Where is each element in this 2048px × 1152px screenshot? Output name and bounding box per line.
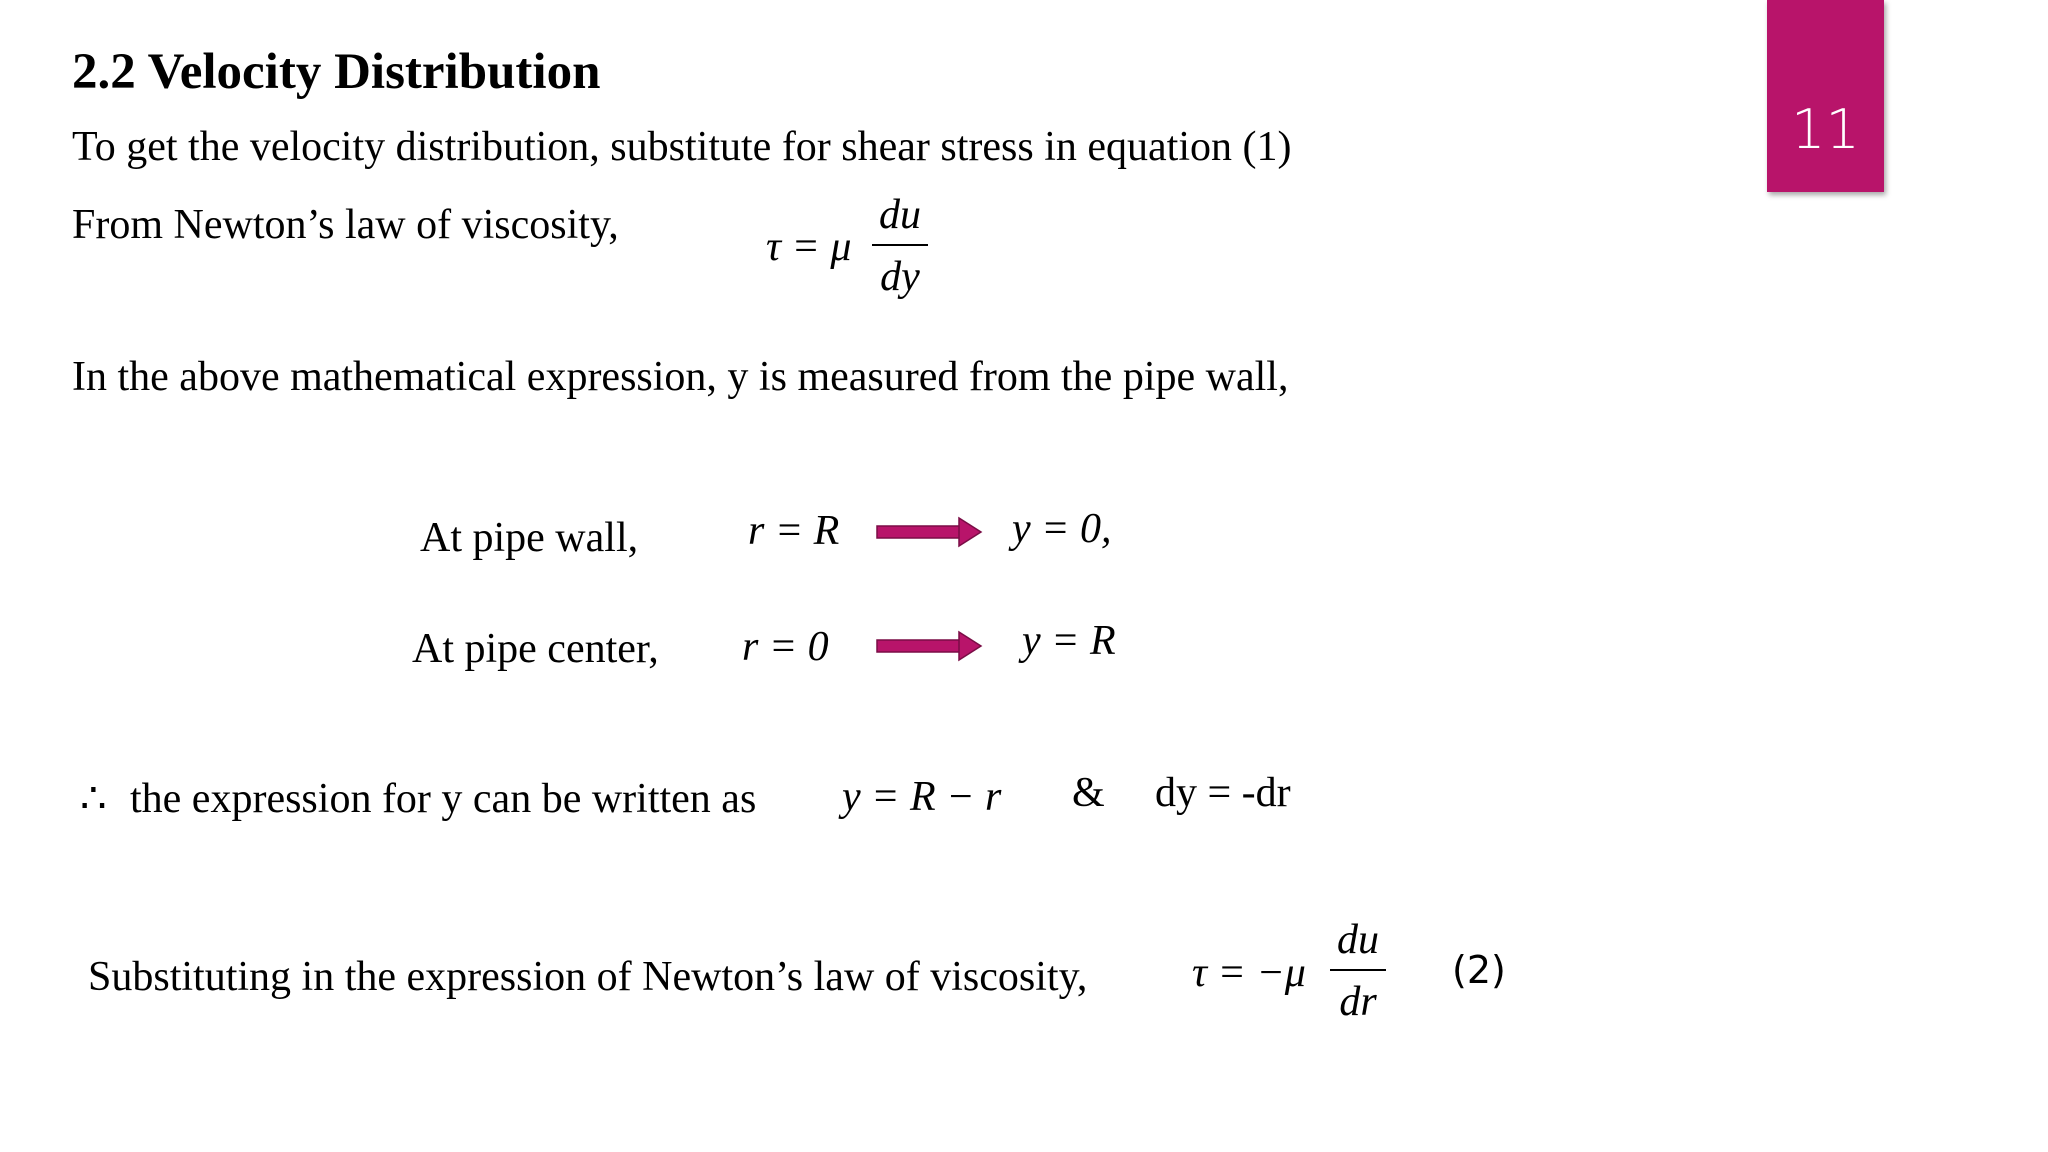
fraction-bar: [1330, 969, 1386, 971]
page-number-badge: [1767, 0, 1884, 192]
equation-1-denominator: dy: [880, 254, 920, 300]
right-arrow-icon: [875, 516, 983, 548]
dy-expression: dy = -dr: [1155, 770, 1291, 816]
equation-number: (2): [1452, 948, 1506, 992]
newton-label: From Newton’s law of viscosity,: [72, 202, 619, 248]
equation-1-numerator: du: [879, 192, 921, 238]
explanation-text: In the above mathematical expression, y is measured from the pipe wall,: [72, 354, 1289, 400]
y-expression: y = R − r: [842, 774, 1002, 820]
equation-2-denominator: dr: [1339, 979, 1377, 1025]
condition-wall-r: r = R: [748, 508, 840, 554]
therefore-symbol: ∴: [80, 776, 107, 822]
condition-center-label: At pipe center,: [412, 626, 659, 672]
ampersand: &: [1072, 770, 1105, 816]
therefore-text: the expression for y can be written as: [130, 776, 757, 822]
page-number: 11: [1791, 98, 1860, 161]
equation-1-fraction: [872, 190, 928, 302]
condition-wall-label: At pipe wall,: [420, 515, 639, 561]
condition-wall-y: y = 0,: [1012, 506, 1112, 552]
substitution-text: Substituting in the expression of Newton’s law of viscosity,: [88, 954, 1088, 1000]
right-arrow-icon: [875, 630, 983, 662]
condition-center-y: y = R: [1022, 618, 1116, 664]
condition-center-r: r = 0: [742, 624, 829, 670]
equation-2-lhs: τ = −μ: [1192, 950, 1306, 996]
equation-2-fraction: [1330, 915, 1386, 1027]
slide-title: 2.2 Velocity Distribution: [72, 44, 601, 100]
equation-2-numerator: du: [1337, 917, 1379, 963]
equation-1-lhs: τ = μ: [766, 224, 852, 270]
fraction-bar: [872, 244, 928, 246]
intro-text: To get the velocity distribution, substitute for shear stress in equation (1): [72, 124, 1292, 170]
